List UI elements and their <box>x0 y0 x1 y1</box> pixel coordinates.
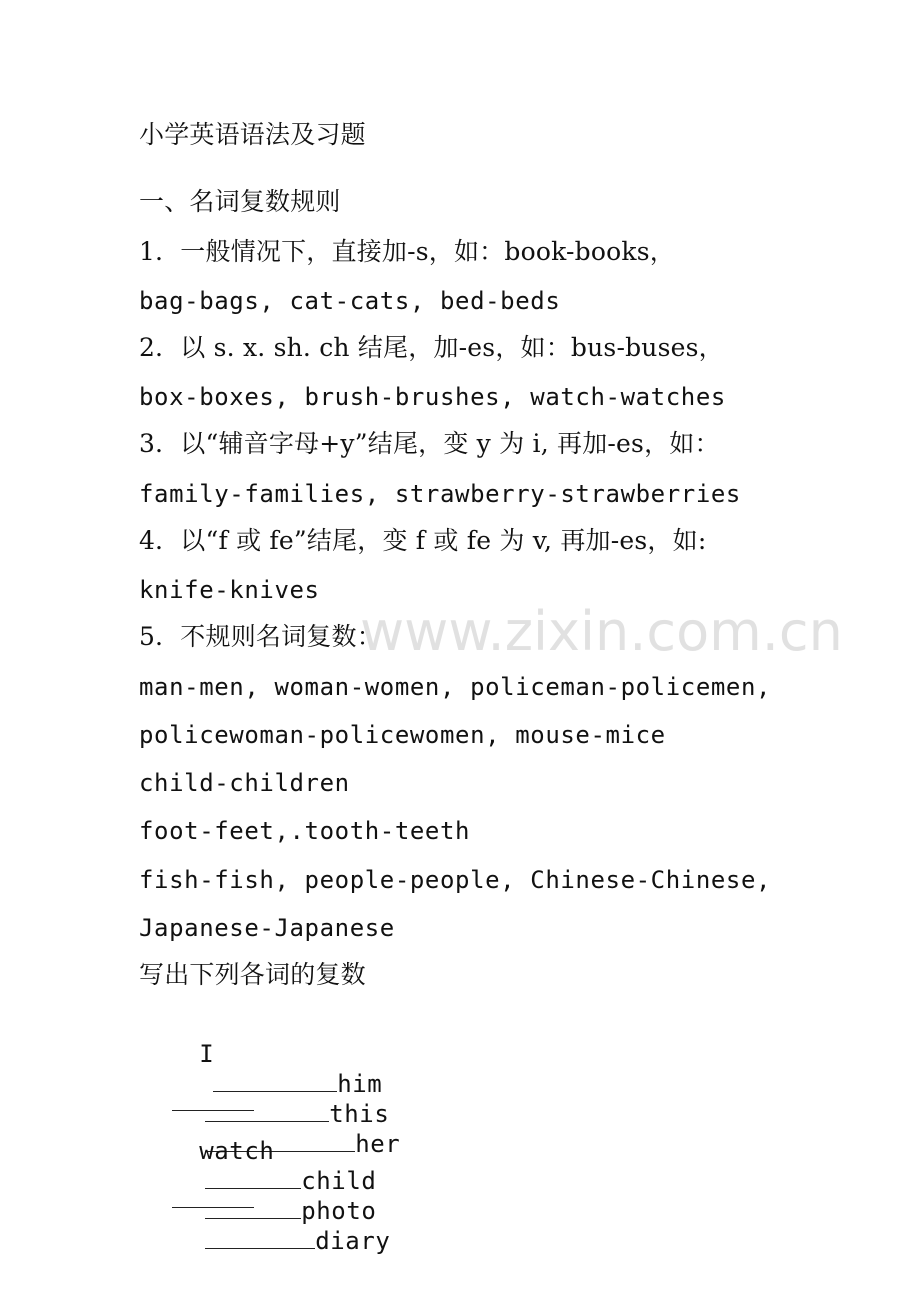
rule-line: fish-fish, people-people, Chinese-Chinese, <box>139 866 772 894</box>
exercise-word: photo <box>301 1197 377 1225</box>
exercise-word: I <box>199 1040 215 1068</box>
rule-line: child-children <box>139 769 350 797</box>
rule-line: box-boxes, brush-brushes, watch-watches <box>139 383 726 411</box>
rule-line: Japanese-Japanese <box>139 914 395 942</box>
exercise-word: watch <box>199 1137 275 1165</box>
rule-line: family-families, strawberry-strawberries <box>139 480 741 508</box>
rule-line: 2．以 s. x. sh. ch 结尾，加-es，如：bus-buses， <box>139 333 724 362</box>
rule-line: 5．不规则名词复数： <box>139 622 382 651</box>
rule-line: policewoman-policewomen, mouse-mice <box>139 721 666 749</box>
rule-line: 1．一般情况下，直接加-s，如：book-books， <box>139 237 675 266</box>
rule-line: man-men, woman-women, policeman-policemen, <box>139 673 772 701</box>
exercise-word: diary <box>315 1227 391 1255</box>
exercise-word: him <box>337 1070 383 1098</box>
exercise-word: child <box>301 1167 377 1195</box>
exercise-row-continuation <box>139 1155 254 1245</box>
rule-line: 3．以“辅音字母+y”结尾，变 y 为 i, 再加-es，如： <box>139 429 720 458</box>
answer-blank[interactable] <box>172 1185 254 1208</box>
rule-line: foot-feet,.tooth-teeth <box>139 817 471 845</box>
rule-line: knife-knives <box>139 576 320 604</box>
watermark: www.zixin.com.cn <box>360 600 843 663</box>
section-heading: 一、名词复数规则 <box>139 187 341 216</box>
exercise-heading: 写出下列各词的复数 <box>139 960 366 989</box>
exercise-word: her <box>355 1130 401 1158</box>
rule-line: 4．以“f 或 fe”结尾，变 f 或 fe 为 v, 再加-es，如: <box>139 526 707 555</box>
rule-line: bag-bags, cat-cats, bed-beds <box>139 287 561 315</box>
document-title: 小学英语语法及习题 <box>139 120 366 149</box>
exercise-word: this <box>329 1100 390 1128</box>
